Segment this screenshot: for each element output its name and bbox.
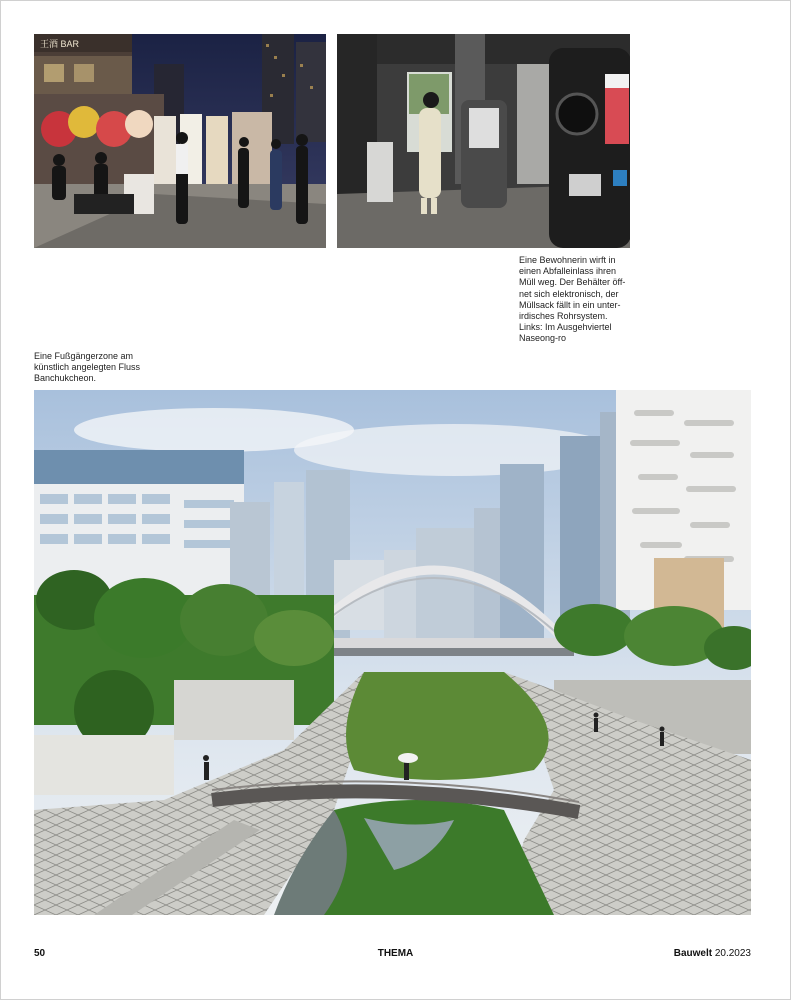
photo-night-street xyxy=(34,34,326,248)
storefront-sign: 王酒 BAR xyxy=(40,39,80,49)
caption-line: Naseong-ro xyxy=(519,333,567,344)
photo-stream-pedestrian-zone xyxy=(34,390,751,915)
caption-line: irdisches Rohrsystem. xyxy=(519,311,608,322)
caption-pedestrian-zone xyxy=(34,351,154,385)
caption-line: Müllsack fällt in ein unter- xyxy=(519,299,621,310)
caption-line: einen Abfalleinlass ihren xyxy=(519,266,617,277)
issue-number: 20.2023 xyxy=(712,948,751,959)
caption-line: Eine Bewohnerin wirft in xyxy=(519,255,616,265)
magazine-issue xyxy=(674,948,751,959)
magazine-name: Bauwelt xyxy=(673,948,713,959)
page-number: 50 xyxy=(34,948,46,959)
section-label: THEMA xyxy=(377,948,414,959)
photo-waste-inlet xyxy=(337,34,630,248)
caption-line: net sich elektronisch, der xyxy=(519,288,619,299)
caption-line: Banchukcheon. xyxy=(34,373,97,384)
caption-line: künstlich angelegten Fluss xyxy=(34,362,141,373)
caption-line: Links: Im Ausgehviertel xyxy=(519,322,612,333)
caption-line: Eine Fußgängerzone am xyxy=(34,351,134,361)
caption-line: Müll weg. Der Behälter öff- xyxy=(519,277,626,288)
caption-waste-inlet xyxy=(519,255,639,345)
